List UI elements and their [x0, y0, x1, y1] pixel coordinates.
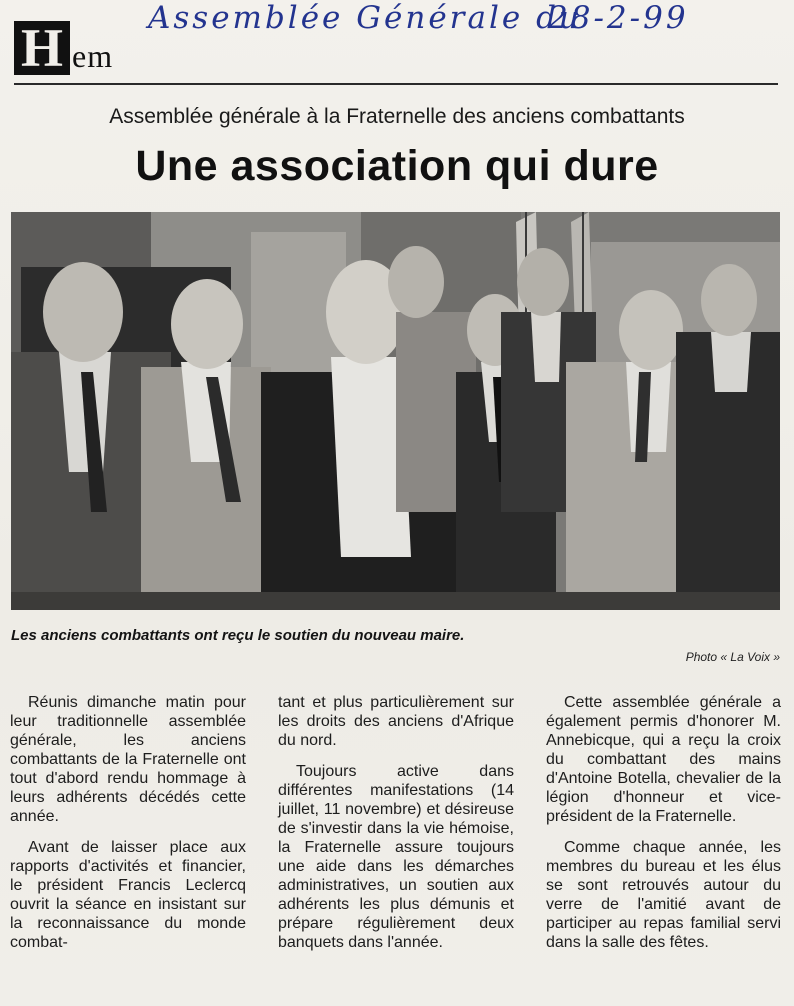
- article-column-1: [10, 693, 246, 964]
- hem-logo: [14, 18, 70, 78]
- article-headline: Une association qui dure: [135, 142, 659, 190]
- article-column-3: [546, 693, 781, 964]
- paragraph: Cette assemblée générale a également permis d'honorer M. Annebicque, qui a reçu la croix du combattant des mains d'Antoine Botella, chevalier de la légion d'honneur et vice-président de la Fraternelle.: [546, 694, 781, 825]
- handwritten-annotation: [148, 0, 689, 36]
- photo-caption: Les anciens combattants ont reçu le soutien du nouveau maire.: [11, 627, 465, 644]
- handwritten-date: 28-2-99: [548, 0, 689, 36]
- paragraph: Comme chaque année, les membres du bureau et les élus se sont retrouvés autour du verre de l'amitié avant de participer au repas familial servi dans la salle des fêtes.: [546, 839, 781, 951]
- town-name: em: [72, 38, 114, 74]
- group-photo-illustration: [11, 212, 780, 610]
- paragraph: Avant de laisser place aux rapports d'activités et financier, le président Francis Leclercq ouvrit la séance en insistant sur la reconnaissance du monde combat-: [10, 839, 246, 951]
- logo-letter: H: [20, 18, 63, 78]
- handwritten-note: Assemblée Générale du: [148, 0, 582, 36]
- article-column-2: [278, 693, 514, 964]
- paragraph: Toujours active dans différentes manifestations (14 juillet, 11 novembre) et désireuse de s'investir dans la vie hémoise, la Fraternelle assure toujours une aide dans les démarches administratives, un soutien aux adhérents les plus démunis et prépare régulièrement deux banquets dans l'année.: [278, 763, 514, 951]
- group-photo: [11, 212, 780, 610]
- photo-credit: Photo « La Voix »: [685, 650, 780, 664]
- header-rule: [14, 83, 778, 85]
- paragraph: Réunis dimanche matin pour leur traditionnelle assemblée générale, les anciens combattants de la Fraternelle ont tout d'abord rendu hommage à leurs adhérents décédés cette année.: [10, 694, 246, 825]
- article-kicker: Assemblée générale à la Fraternelle des anciens combattants: [109, 105, 685, 128]
- paragraph: tant et plus particulièrement sur les droits des anciens d'Afrique du nord.: [278, 694, 514, 749]
